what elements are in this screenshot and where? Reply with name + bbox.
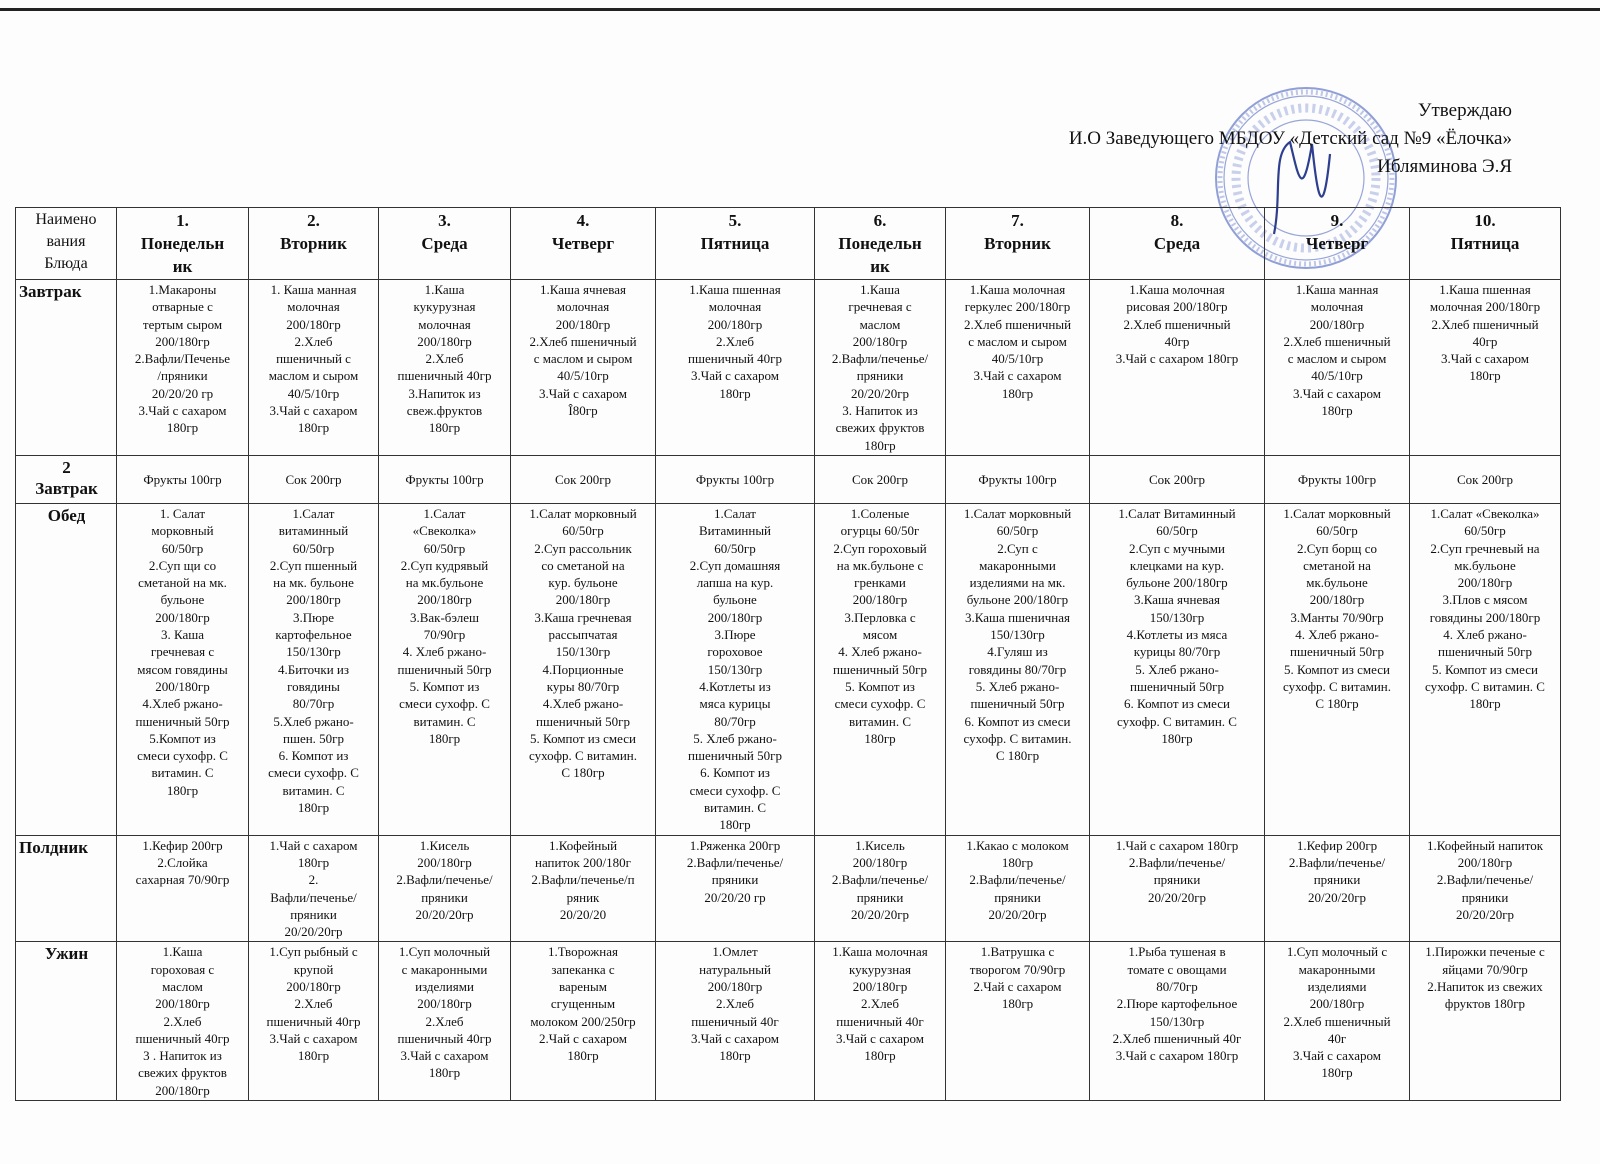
day-header: 9. Четверг <box>1265 208 1410 280</box>
menu-cell: 1.Какао с молоком 180гр 2.Вафли/печенье/ пряники 20/20/20гр <box>946 835 1090 942</box>
day-header: 1. Понедельн ик <box>117 208 249 280</box>
menu-cell: Фрукты 100гр <box>379 455 511 503</box>
table-row-afternoon-snack <box>16 835 1561 942</box>
menu-cell: 1.Омлет натуральный 200/180гр 2.Хлеб пшеничный 40г 3.Чай с сахаром 180гр <box>656 942 815 1101</box>
menu-cell: 1.Ряженка 200гр 2.Вафли/печенье/ пряники 20/20/20 гр <box>656 835 815 942</box>
menu-cell: 1.Каша молочная рисовая 200/180гр 2.Хлеб пшеничный 40гр 3.Чай с сахаром 180гр <box>1090 280 1265 456</box>
table-row-dinner <box>16 942 1561 1101</box>
day-header: 5. Пятница <box>656 208 815 280</box>
menu-cell: 1.Суп молочный с макаронными изделиями 200/180гр 2.Хлеб пшеничный 40гр 3.Чай с сахаром 180гр <box>379 942 511 1101</box>
table-row-breakfast <box>16 280 1561 456</box>
day-header: 2. Вторник <box>249 208 379 280</box>
menu-cell: 1. Каша манная молочная 200/180гр 2.Хлеб пшеничный с маслом и сыром 40/5/10гр 3.Чай с сахаром 180гр <box>249 280 379 456</box>
menu-cell: 1.Кефир 200гр 2.Вафли/печенье/ пряники 20/20/20гр <box>1265 835 1410 942</box>
menu-cell: 1.Каша гречневая с маслом 200/180гр 2.Вафли/печенье/ пряники 20/20/20гр 3. Напиток из свежих фруктов 180гр <box>815 280 946 456</box>
menu-cell: 1.Пирожки печеные с яйцами 70/90гр 2.Напиток из свежих фруктов 180гр <box>1410 942 1561 1101</box>
approval-line-2: И.О Заведующего МБДОУ «Детский сад №9 «Ёлочка» <box>1068 128 1512 149</box>
menu-cell: Сок 200гр <box>1090 455 1265 503</box>
menu-cell: Сок 200гр <box>815 455 946 503</box>
header-row <box>16 208 1561 280</box>
menu-cell: 1.Ватрушка с творогом 70/90гр 2.Чай с сахаром 180гр <box>946 942 1090 1101</box>
approval-block <box>1069 97 1512 181</box>
menu-cell: 1.Салат морковный 60/50гр 2.Суп рассольник со сметаной на кур. бульоне 200/180гр 3.Каша гречневая рассыпчатая 150/130гр 4.Порционные куры 80/70гр 4.Хлеб ржано- пшеничный 50гр 5. Компот из смеси сухофр. С витамин. С 180гр <box>511 503 656 835</box>
menu-cell: 1.Салат Витаминный 60/50гр 2.Суп домашняя лапша на кур. бульоне 200/180гр 3.Пюре гороховое 150/130гр 4.Котлеты из мяса курицы 80/70гр 5. Хлеб ржано- пшеничный 50гр 6. Компот из смеси сухофр. С витамин. С 180гр <box>656 503 815 835</box>
menu-cell: 1.Салат морковный 60/50гр 2.Суп борщ со сметаной на мк.бульоне 200/180гр 3.Манты 70/90гр 4. Хлеб ржано- пшеничный 50гр 5. Компот из смеси сухофр. С витамин. С 180гр <box>1265 503 1410 835</box>
menu-cell: 1.Суп рыбный с крупой 200/180гр 2.Хлеб пшеничный 40гр 3.Чай с сахаром 180гр <box>249 942 379 1101</box>
menu-cell: 1.Каша пшенная молочная 200/180гр 2.Хлеб пшеничный 40гр 3.Чай с сахаром 180гр <box>656 280 815 456</box>
column-header-dish-names: Наимено вания Блюда <box>16 208 117 280</box>
menu-cell: 1.Кофейный напиток 200/180г 2.Вафли/печенье/п ряник 20/20/20 <box>511 835 656 942</box>
menu-cell: 1.Кисель 200/180гр 2.Вафли/печенье/ пряники 20/20/20гр <box>815 835 946 942</box>
meal-label-breakfast: Завтрак <box>16 280 117 456</box>
menu-cell: 1.Салат Витаминный 60/50гр 2.Суп с мучными клецками на кур. бульоне 200/180гр 3.Каша ячневая 150/130гр 4.Котлеты из мяса курицы 80/70гр 5. Хлеб ржано- пшеничный 50гр 6. Компот из смеси сухофр. С витамин. С 180гр <box>1090 503 1265 835</box>
menu-cell: Фрукты 100гр <box>117 455 249 503</box>
menu-cell: 1.Кефир 200гр 2.Слойка сахарная 70/90гр <box>117 835 249 942</box>
menu-cell: 1.Салат витаминный 60/50гр 2.Суп пшенный на мк. бульоне 200/180гр 3.Пюре картофельное 150/130гр 4.Биточки из говядины 80/70гр 5.Хлеб ржано- пшен. 50гр 6. Компот из смеси сухофр. С витамин. С 180гр <box>249 503 379 835</box>
day-header: 8. Среда <box>1090 208 1265 280</box>
day-header: 4. Четверг <box>511 208 656 280</box>
approval-line-3: Ибляминова Э.Я <box>1377 156 1512 177</box>
menu-cell: Сок 200гр <box>511 455 656 503</box>
menu-cell: 1.Салат морковный 60/50гр 2.Суп с макаронными изделиями на мк. бульоне 200/180гр 3.Каша пшеничная 150/130гр 4.Гуляш из говядины 80/70гр 5. Хлеб ржано- пшеничный 50гр 6. Компот из смеси сухофр. С витамин. С 180гр <box>946 503 1090 835</box>
menu-cell: 1. Салат морковный 60/50гр 2.Суп щи со сметаной на мк. бульоне 200/180гр 3. Каша гречневая с мясом говядины 200/180гр 4.Хлеб ржано- пшеничный 50гр 5.Компот из смеси сухофр. С витамин. С 180гр <box>117 503 249 835</box>
day-header: 10. Пятница <box>1410 208 1561 280</box>
menu-cell: 1.Каша ячневая молочная 200/180гр 2.Хлеб пшеничный с маслом и сыром 40/5/10гр 3.Чай с сахаром Î80гр <box>511 280 656 456</box>
day-header: 7. Вторник <box>946 208 1090 280</box>
menu-cell: 1.Салат «Свеколка» 60/50гр 2.Суп кудрявый на мк.бульоне 200/180гр 3.Вак-бэлеш 70/90гр 4. Хлеб ржано- пшеничный 50гр 5. Компот из смеси сухофр. С витамин. С 180гр <box>379 503 511 835</box>
menu-cell: 1.Суп молочный с макаронными изделиями 200/180гр 2.Хлеб пшеничный 40г 3.Чай с сахаром 180гр <box>1265 942 1410 1101</box>
menu-cell: Фрукты 100гр <box>946 455 1090 503</box>
menu-cell: 1.Кофейный напиток 200/180гр 2.Вафли/печенье/ пряники 20/20/20гр <box>1410 835 1561 942</box>
menu-table <box>15 207 1561 1101</box>
meal-label-lunch: Обед <box>16 503 117 835</box>
menu-cell: 1.Рыба тушеная в томате с овощами 80/70гр 2.Пюре картофельное 150/130гр 2.Хлеб пшеничный 40г 3.Чай с сахаром 180гр <box>1090 942 1265 1101</box>
menu-cell: Сок 200гр <box>249 455 379 503</box>
meal-label-second-breakfast: 2 Завтрак <box>16 455 117 503</box>
meal-label-dinner: Ужин <box>16 942 117 1101</box>
menu-cell: 1.Кисель 200/180гр 2.Вафли/печенье/ пряники 20/20/20гр <box>379 835 511 942</box>
day-header: 3. Среда <box>379 208 511 280</box>
menu-cell: 1.Каша гороховая с маслом 200/180гр 2.Хлеб пшеничный 40гр 3 . Напиток из свежих фруктов 200/180гр <box>117 942 249 1101</box>
menu-cell: 1.Каша пшенная молочная 200/180гр 2.Хлеб пшеничный 40гр 3.Чай с сахаром 180гр <box>1410 280 1561 456</box>
menu-cell: 1.Каша молочная геркулес 200/180гр 2.Хлеб пшеничный с маслом и сыром 40/5/10гр 3.Чай с сахаром 180гр <box>946 280 1090 456</box>
menu-cell: 1.Каша молочная кукурузная 200/180гр 2.Хлеб пшеничный 40г 3.Чай с сахаром 180гр <box>815 942 946 1101</box>
menu-cell: Сок 200гр <box>1410 455 1561 503</box>
table-row-lunch <box>16 503 1561 835</box>
menu-cell: Фрукты 100гр <box>656 455 815 503</box>
menu-cell: 1.Каша манная молочная 200/180гр 2.Хлеб пшеничный с маслом и сыром 40/5/10гр 3.Чай с сахаром 180гр <box>1265 280 1410 456</box>
menu-cell: 1.Соленые огурцы 60/50г 2.Суп гороховый на мк.бульоне с гренками 200/180гр 3.Перловка с мясом 4. Хлеб ржано- пшеничный 50гр 5. Компот из смеси сухофр. С витамин. С 180гр <box>815 503 946 835</box>
menu-cell: 1.Салат «Свеколка» 60/50гр 2.Суп гречневый на мк.бульоне 200/180гр 3.Плов с мясом говядины 200/180гр 4. Хлеб ржано- пшеничный 50гр 5. Компот из смеси сухофр. С витамин. С 180гр <box>1410 503 1561 835</box>
menu-cell: 1.Макароны отварные с тертым сыром 200/180гр 2.Вафли/Печенье /пряники 20/20/20 гр 3.Чай с сахаром 180гр <box>117 280 249 456</box>
menu-cell: Фрукты 100гр <box>1265 455 1410 503</box>
day-header: 6. Понедельн ик <box>815 208 946 280</box>
menu-cell: 1.Чай с сахаром 180гр 2.Вафли/печенье/ пряники 20/20/20гр <box>1090 835 1265 942</box>
menu-cell: 1.Каша кукурузная молочная 200/180гр 2.Хлеб пшеничный 40гр 3.Напиток из свеж.фруктов 180гр <box>379 280 511 456</box>
menu-cell: 1.Творожная запеканка с вареным сгущенным молоком 200/250гр 2.Чай с сахаром 180гр <box>511 942 656 1101</box>
meal-label-afternoon-snack: Полдник <box>16 835 117 942</box>
page-top-border <box>0 8 1600 11</box>
approval-line-1: Утверждаю <box>1418 100 1512 121</box>
table-row-second-breakfast <box>16 455 1561 503</box>
menu-cell: 1.Чай с сахаром 180гр 2. Вафли/печенье/ пряники 20/20/20гр <box>249 835 379 942</box>
